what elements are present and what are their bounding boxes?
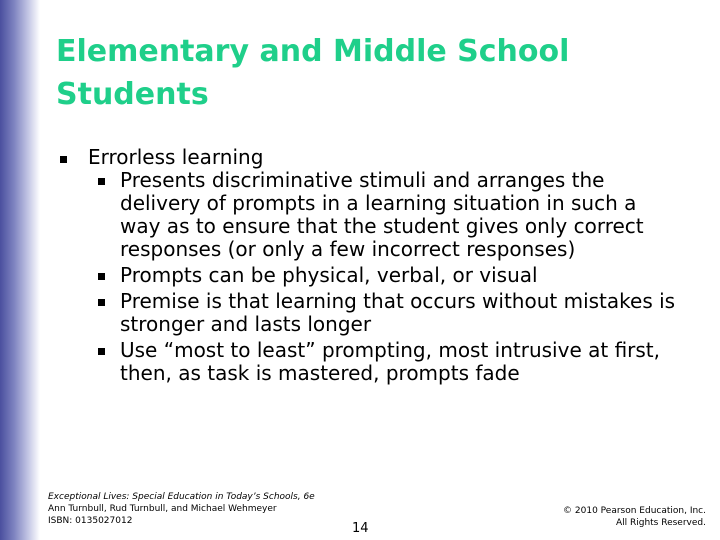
rights-text: All Rights Reserved.	[615, 518, 706, 528]
slide-sidebar-gradient	[0, 0, 40, 540]
subbullet-text: Premise is that learning that occurs without mistakes is stronger and lasts longer	[120, 289, 676, 336]
copyright-text: © 2010 Pearson Education, Inc.	[563, 506, 706, 516]
footer-citation	[48, 491, 348, 527]
square-bullet-icon	[98, 299, 105, 306]
page-number: 14	[352, 521, 369, 536]
subbullet-text: Prompts can be physical, verbal, or visual	[120, 263, 538, 287]
bullet-text: Errorless learning	[88, 145, 264, 169]
square-bullet-icon	[98, 348, 105, 355]
footer-isbn: ISBN: 0135027012	[48, 516, 133, 526]
footer-authors: Ann Turnbull, Rud Turnbull, and Michael Wehmeyer	[48, 504, 277, 514]
subbullet-text: Presents discriminative stimuli and arranges the delivery of prompts in a learning situation in such a way as to ensure that the student gives only correct responses (or only a few incorrect responses)	[120, 168, 644, 261]
slide-title: Elementary and Middle School Students	[56, 34, 570, 112]
footer-copyright	[563, 505, 706, 529]
subbullet-item	[56, 339, 676, 385]
bullet-item	[56, 145, 676, 169]
subbullet-item	[56, 169, 676, 261]
slide-content	[56, 145, 676, 385]
subbullet-item	[56, 264, 676, 287]
subbullet-text: Use “most to least” prompting, most intrusive at first, then, as task is mastered, prompts fade	[120, 338, 661, 385]
footer-book-title: Exceptional Lives: Special Education in Today’s Schools, 6e	[48, 492, 315, 502]
subbullet-item	[56, 290, 676, 336]
square-bullet-icon	[98, 273, 105, 280]
square-bullet-icon	[60, 156, 67, 163]
square-bullet-icon	[98, 178, 105, 185]
